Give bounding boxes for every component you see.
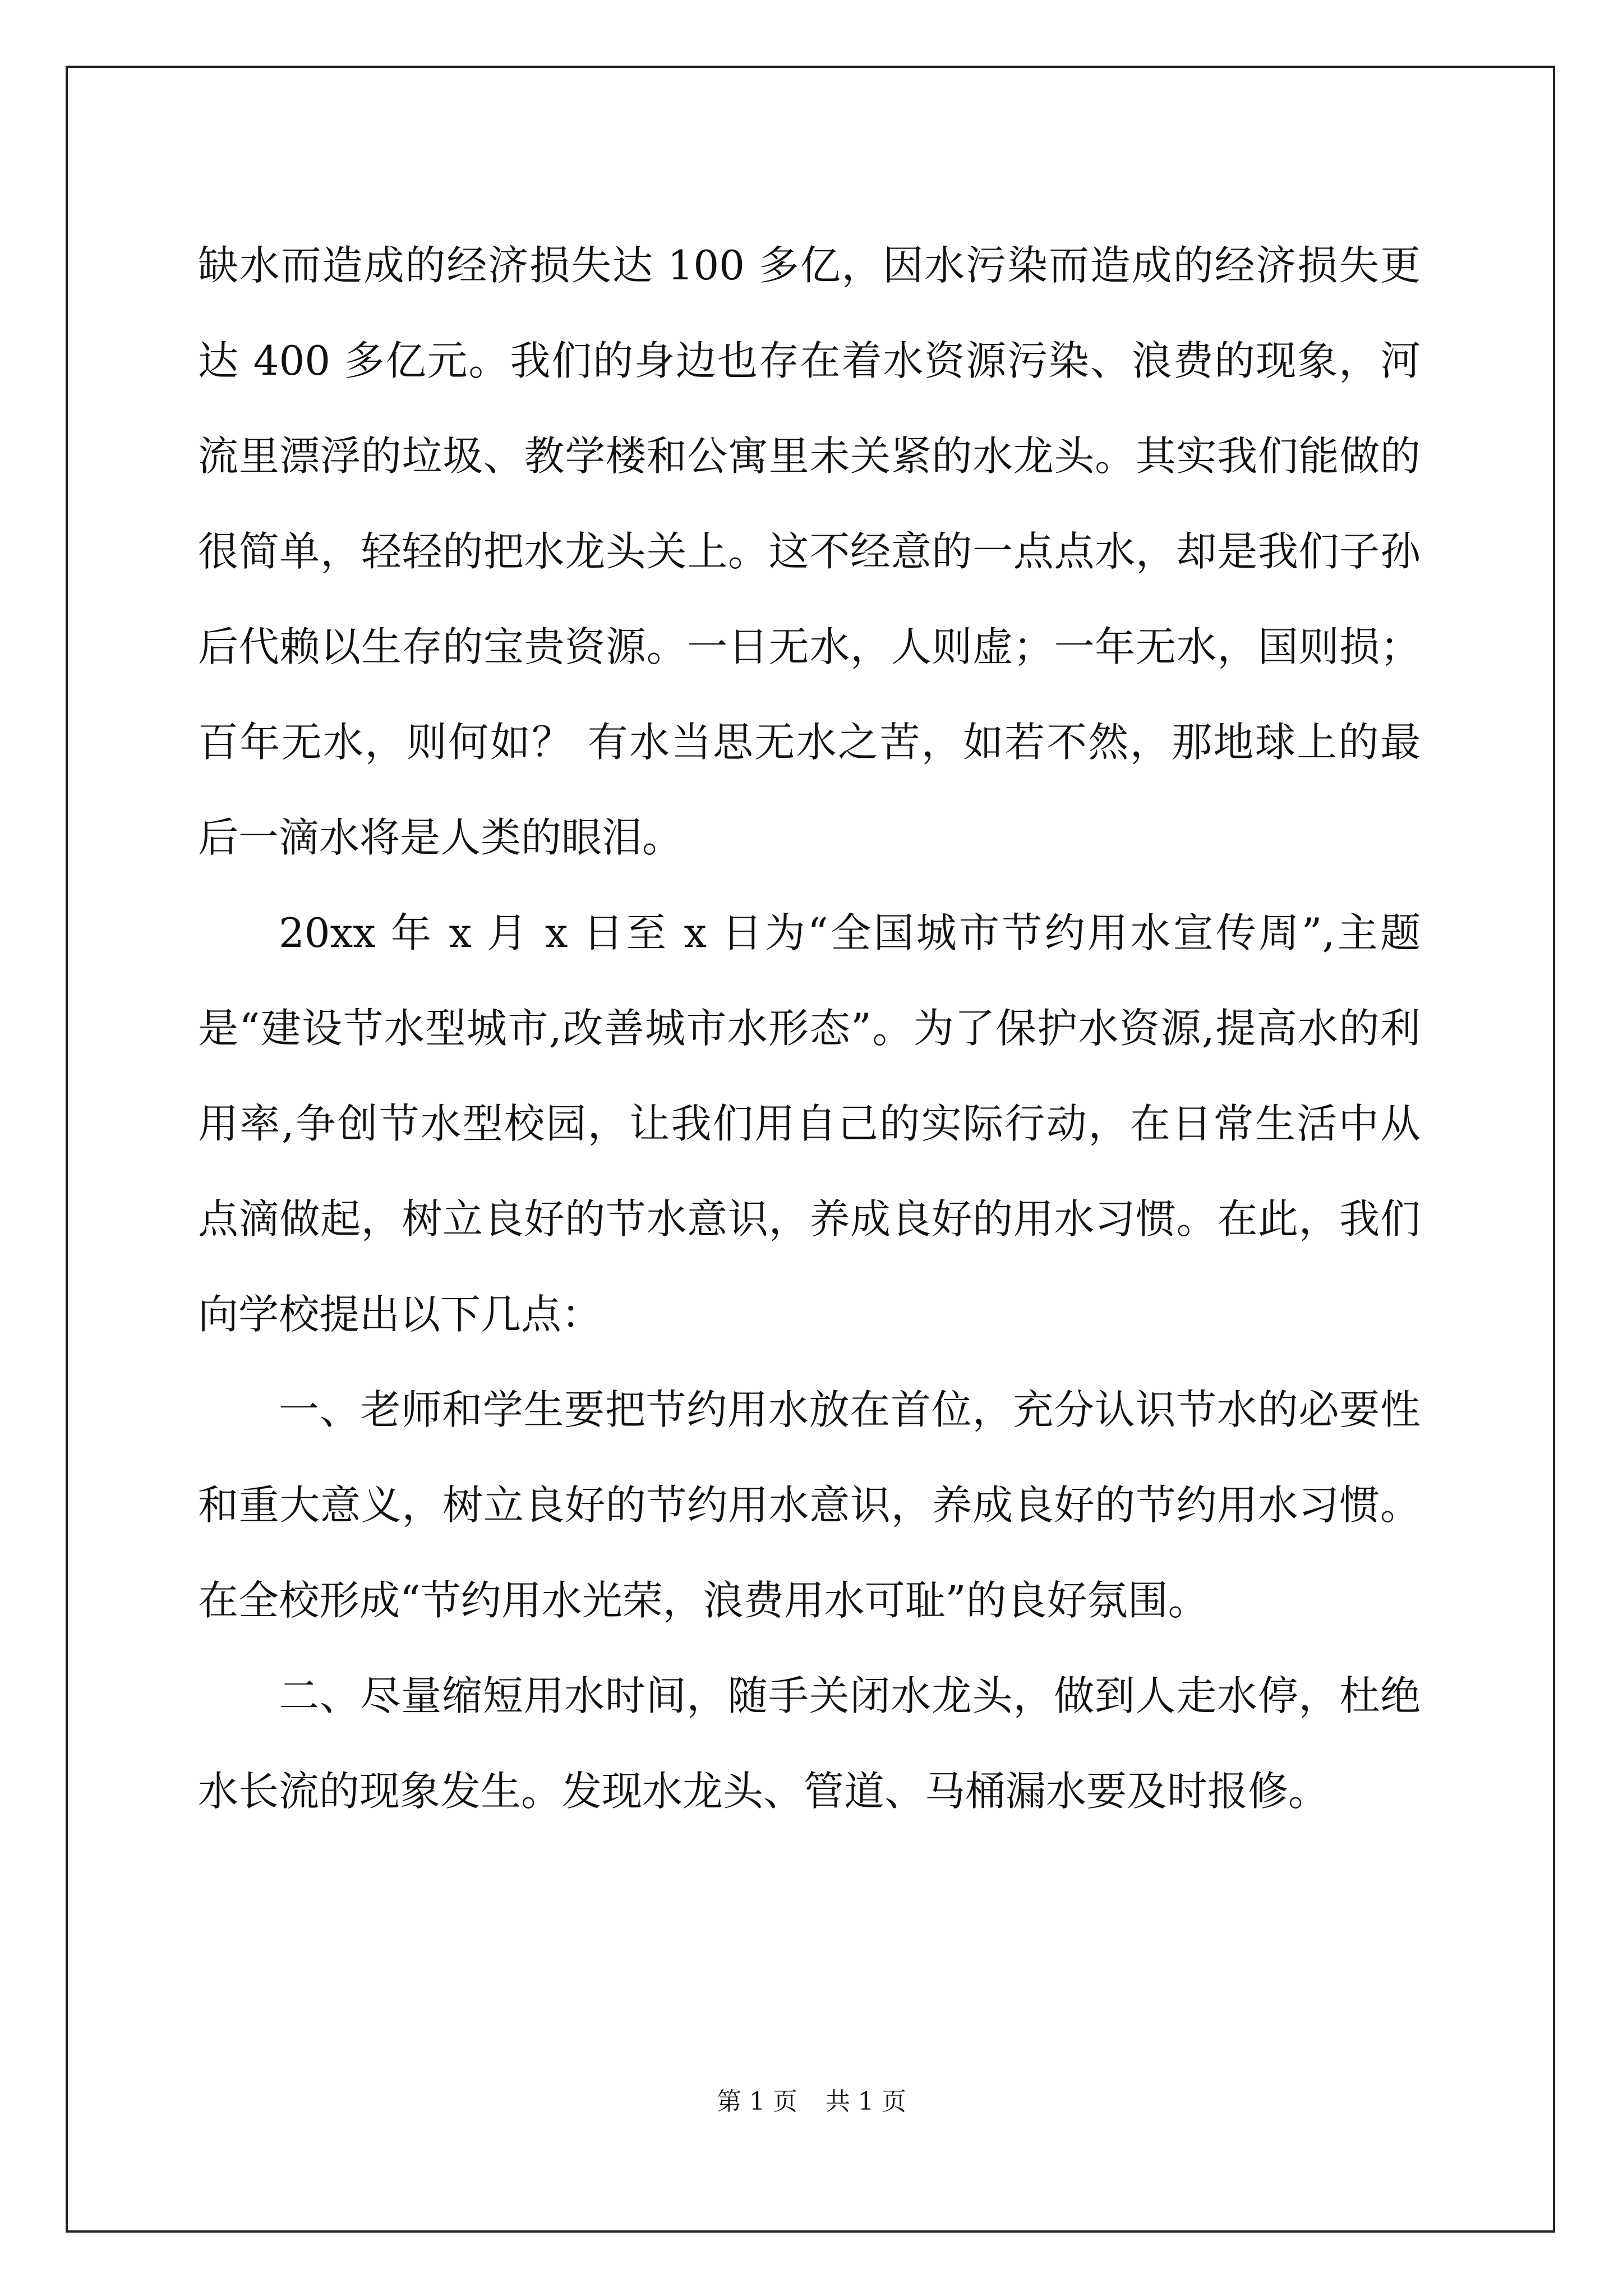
paragraph-2: 20xx 年 x 月 x 日至 x 日为“全国城市节约用水宣传周”,主题是“建设节水型城市,改善城市水形态”。为了保护水资源,提高水的利用率,争创节水型校园，让我们用自己的实际行动，在日常生活中从点滴做起，树立良好的节水意识，养成良好的用水习惯。在此，我们向学校提出以下几点： bbox=[198, 909, 1421, 1338]
page-total: 共 1 页 bbox=[826, 2087, 906, 2116]
paragraph-1: 缺水而造成的经济损失达 100 多亿，因水污染而造成的经济损失更达 400 多亿元。我们的身边也存在着水资源污染、浪费的现象，河流里漂浮的垃圾、教学楼和公寓里未关紧的水龙头。其实我们能做的很简单，轻轻的把水龙头关上。这不经意的一点点水，却是我们子孙后代赖以生存的宝贵资源。一日无水，人则虚；一年无水，国则损；百年无水，则何如？ 有水当思无水之苦，如若不然，那地球上的最后一滴水将是人类的眼泪。 bbox=[198, 242, 1421, 861]
paragraph-4: 二、尽量缩短用水时间，随手关闭水龙头，做到人走水停，杜绝水长流的现象发生。发现水龙头、管道、马桶漏水要及时报修。 bbox=[198, 1672, 1421, 1815]
document-body bbox=[198, 218, 1421, 1839]
page-number: 第 1 页 bbox=[717, 2087, 797, 2116]
paragraph-3: 一、老师和学生要把节约用水放在首位，充分认识节水的必要性和重大意义，树立良好的节约用水意识，养成良好的节约用水习惯。在全校形成“节约用水光荣，浪费用水可耻”的良好氛围。 bbox=[198, 1386, 1421, 1624]
page-footer bbox=[0, 2081, 1623, 2117]
